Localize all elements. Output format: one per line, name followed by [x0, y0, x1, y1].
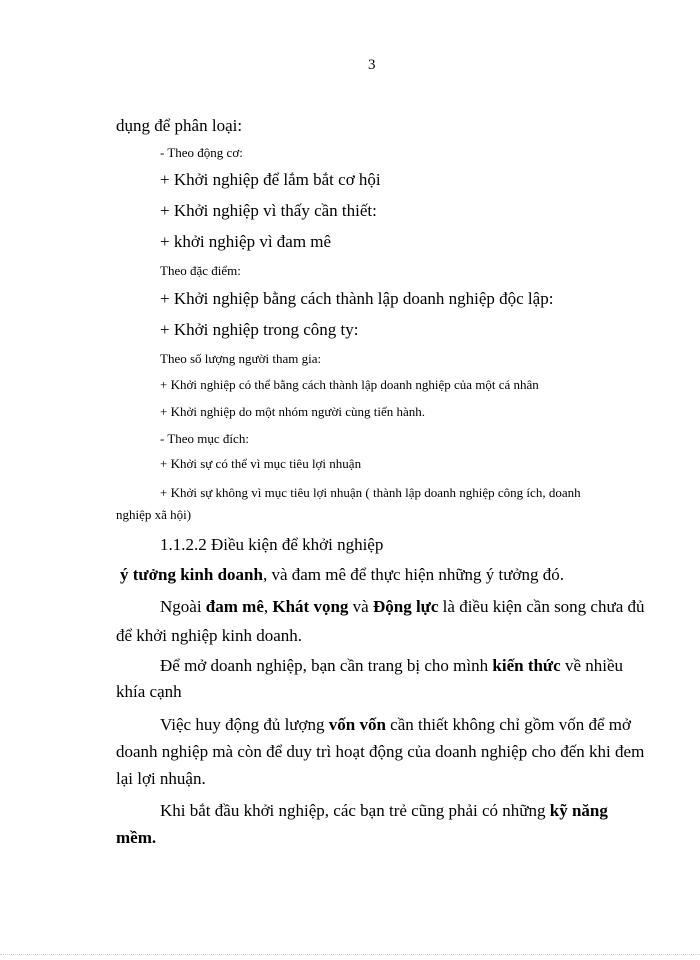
bold-phrase: ý tưởng kinh doanh [120, 565, 263, 584]
text-line: Theo số lượng người tham gia: [160, 351, 322, 366]
text-line: dụng để phân loại: [116, 116, 243, 135]
text-line: + Khởi sự không vì mục tiêu lợi nhuận ( thành lập doanh nghiệp công ích, doanh [160, 485, 581, 500]
paragraph-5-line-1: Khi bắt đầu khởi nghiệp, các bạn trẻ cũng phải có những kỹ năng [160, 801, 608, 820]
text-line: + Khởi nghiệp trong công ty: [160, 320, 359, 339]
paragraph-3-line-1: Để mở doanh nghiệp, bạn cần trang bị cho mình kiến thức về nhiều [160, 656, 624, 675]
text-line: - Theo mục đích: [160, 431, 249, 446]
paragraph-3-line-2: khía cạnh [116, 682, 182, 701]
page-number: 3 [368, 57, 376, 73]
paragraph-4-line-1: Việc huy động đủ lượng vốn vốn cần thiết không chỉ gồm vốn để mở [160, 715, 631, 734]
paragraph-4-line-3: lại lợi nhuận. [116, 769, 206, 788]
paragraph-2-line-1: Ngoài đam mê, Khát vọng và Động lực là điều kiện cần song chưa đủ [160, 597, 645, 616]
text-line: + khởi nghiệp vì đam mê [160, 232, 332, 251]
text-line: nghiệp xã hội) [116, 507, 192, 522]
text-line: - Theo động cơ: [160, 145, 243, 160]
page-bottom-divider [0, 954, 700, 955]
paragraph-5-line-2: mềm. [116, 828, 157, 847]
text-line: + Khởi nghiệp để lắm bắt cơ hội [160, 170, 381, 189]
text-line: + Khởi nghiệp vì thấy cần thiết: [160, 201, 377, 220]
text-line: + Khởi sự có thể vì mục tiêu lợi nhuận [160, 456, 362, 471]
text-line: + Khởi nghiệp có thể bằng cách thành lập doanh nghiệp của một cá nhân [160, 377, 539, 392]
text-line: + Khởi nghiệp do một nhóm người cùng tiến hành. [160, 404, 425, 419]
section-heading: 1.1.2.2 Điều kiện để khởi nghiệp [160, 535, 384, 554]
text-line: + Khởi nghiệp bằng cách thành lập doanh nghiệp độc lập: [160, 289, 554, 308]
text-line: Theo đặc điểm: [160, 263, 241, 278]
paragraph-1: ý tưởng kinh doanh, và đam mê để thực hiện những ý tưởng đó. [120, 565, 564, 584]
paragraph-2-line-2: để khởi nghiệp kinh doanh. [116, 626, 303, 645]
paragraph-4-line-2: doanh nghiệp mà còn để duy trì hoạt động của doanh nghiệp cho đến khi đem [116, 742, 645, 761]
